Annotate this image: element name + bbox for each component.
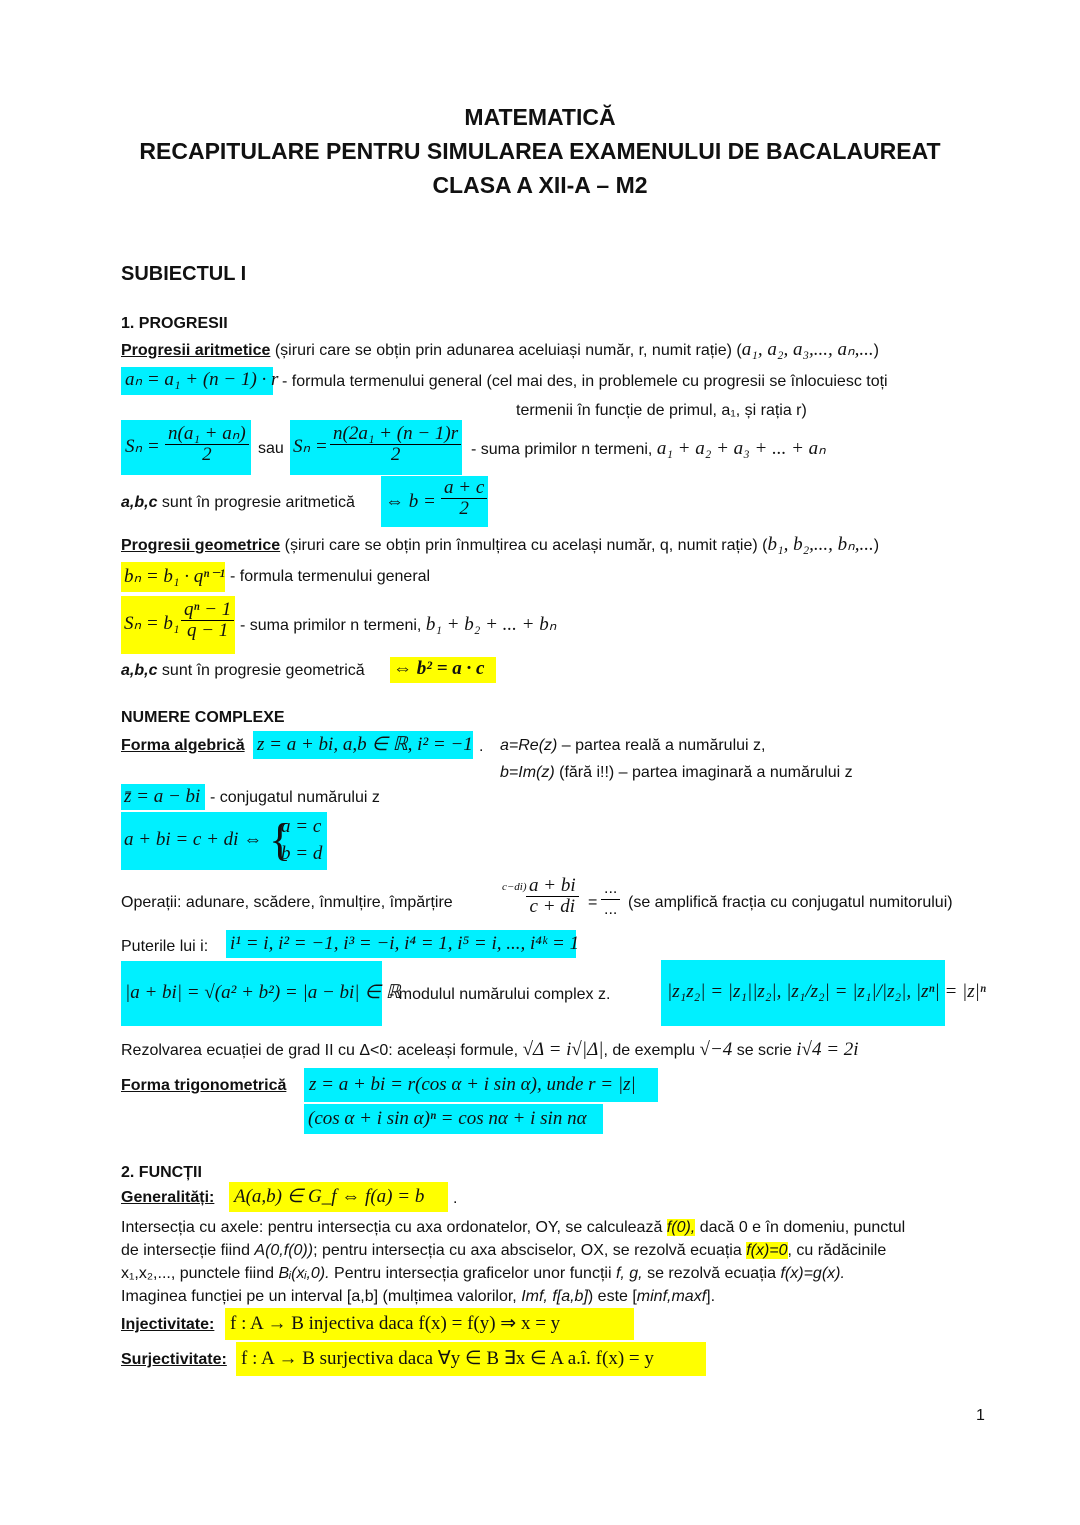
sn1-box	[121, 420, 251, 475]
ops-fraction	[526, 876, 579, 917]
gsn-desc-text: - suma primilor n termeni,	[240, 617, 422, 634]
powers-box	[226, 930, 580, 958]
title-line-1: MATEMATICĂ	[464, 104, 616, 130]
gsn-box	[121, 596, 235, 654]
eq2-text3: se scrie	[732, 1042, 797, 1059]
p2e: , cu rădăcinile	[787, 1242, 887, 1259]
ops-eq: =	[588, 894, 598, 911]
eq-bot: b = d	[281, 843, 323, 864]
eq-brace: {	[269, 814, 292, 865]
inj-title: Injectivitate:	[121, 1316, 215, 1333]
p3d: f, g,	[615, 1265, 643, 1282]
eq-top: a = c	[281, 816, 322, 837]
bn-desc: - formula termenului general	[230, 568, 431, 585]
ops-desc: (se amplifică fracția cu conjugatul numitorului)	[628, 894, 953, 911]
gen-formula: A(a,b) ∈ G_f ⇔ f(a) = b	[234, 1186, 425, 1207]
heading-progresii: 1. PROGRESII	[121, 315, 228, 332]
im-line	[500, 763, 853, 783]
abc-geom-line	[121, 661, 365, 681]
geom-title: Progresii geometrice	[121, 537, 281, 554]
abc-geom-text: sunt în progresie geometrică	[157, 662, 365, 679]
abc-arit-line	[121, 493, 355, 513]
inj-formula: f : A → B injectiva daca f(x) = f(y) ⇒ x = y	[230, 1313, 561, 1334]
p2a: de intersecție fiind	[121, 1242, 255, 1259]
heading-complexe: NUMERE COMPLEXE	[121, 709, 285, 726]
sau-text: sau	[258, 440, 284, 457]
conj-formula: z̄ = a − bi	[124, 786, 201, 807]
sn2-den: 2	[390, 444, 401, 465]
eq2-formula: √Δ = i√|Δ|	[522, 1039, 604, 1060]
sn2-fraction	[330, 424, 461, 465]
p3f: f(x)=g(x).	[780, 1265, 845, 1282]
p4b: Imf, f[a,b]	[521, 1288, 588, 1305]
para-line-1	[121, 1218, 905, 1238]
an-formula-box	[121, 367, 279, 395]
surj-title: Surjectivitate:	[121, 1351, 227, 1368]
p2c: ; pentru intersecția cu axa absciselor, OX, se rezolvă ecuația	[313, 1242, 747, 1259]
trig-formula: z = a + bi = r(cos α + i sin α), unde r = |z|	[309, 1074, 636, 1095]
p4d: minf,maxf	[636, 1288, 707, 1305]
p2d: f(x)=0	[746, 1242, 788, 1259]
title-line-2: RECAPITULARE PENTRU SIMULAREA EXAMENULUI DE BACALAUREAT	[139, 138, 941, 164]
abc-geom-formula: ⇔ b² = a · c	[393, 658, 485, 679]
powers-label: Puterile lui i:	[121, 938, 209, 955]
eq2-ex1: √−4	[699, 1039, 733, 1060]
geom-line	[121, 535, 879, 556]
sn2-num: n(2a₁ + (n − 1)r	[330, 424, 461, 445]
gsn-sum: b₁ + b₂ + ... + bₙ	[425, 614, 557, 635]
inj-box	[225, 1308, 634, 1340]
surj-box	[236, 1342, 706, 1376]
ops-amp: c−di)	[502, 881, 527, 893]
abc-arit-fraction	[441, 478, 487, 519]
sn1-num: n(a₁ + aₙ)	[165, 424, 249, 445]
ops-num: a + bi	[526, 876, 579, 897]
ops-den: c + di	[529, 896, 576, 917]
an-formula: aₙ = a₁ + (n − 1) · r	[125, 369, 279, 390]
ops-fraction-wrap	[500, 876, 579, 917]
sn1-fraction	[165, 424, 249, 465]
page-number: 1	[976, 1407, 985, 1424]
geom-close: )	[873, 537, 880, 554]
eq-box	[121, 812, 327, 870]
abc-arit-box	[381, 476, 488, 527]
an-desc-2: termenii în funcție de primul, a₁, și rația r)	[516, 402, 807, 419]
sn1-den: 2	[202, 444, 212, 465]
an-desc: - formula termenului general (cel mai des, in problemele cu progresii se înlocuiesc toți	[282, 373, 888, 390]
re-label: a=Re(z)	[500, 737, 558, 754]
arit-title: Progresii aritmetice	[121, 342, 271, 359]
para-line-2	[121, 1241, 886, 1261]
moivre-formula: (cos α + i sin α)ⁿ = cos nα + i sin nα	[308, 1108, 587, 1129]
trig-title: Forma trigonometrică	[121, 1077, 287, 1094]
arit-close: )	[873, 342, 879, 359]
gsn-den: q − 1	[186, 620, 229, 641]
para-line-4	[121, 1287, 715, 1307]
sn1-lhs: Sₙ =	[125, 436, 160, 457]
im-label: b=Im(z)	[500, 764, 555, 781]
p3a: x₁,x₂,..., punctele fiind	[121, 1265, 279, 1282]
p2b: A(0,f(0))	[254, 1242, 314, 1259]
abc-arit-label: a,b,c	[121, 494, 158, 511]
gsn-num: qⁿ − 1	[181, 600, 234, 621]
bn-formula-box	[121, 562, 225, 592]
arit-desc: (șiruri care se obțin prin adunarea aceluiași număr, r, numit rație) (	[270, 342, 742, 359]
abc-arit-num: a + c	[441, 478, 487, 499]
eq-lhs: a + bi = c + di ⇔	[124, 829, 263, 850]
ops-dots-fraction	[601, 879, 620, 920]
p3b: Bᵢ(xᵢ,0).	[278, 1265, 330, 1282]
sn-sum: a₁ + a₂ + a₃ + ... + aₙ	[656, 438, 826, 459]
gsn-desc	[240, 615, 556, 636]
conj-box	[121, 784, 205, 810]
eq2-ex2: i√4 = 2i	[796, 1039, 859, 1060]
bn-formula: bₙ = b₁ · qⁿ⁻¹	[124, 566, 225, 587]
p1c: dacă 0 e în domeniu, punctul	[695, 1219, 906, 1236]
mod-formula: |a + bi| = √(a² + b²) = |a − bi| ∈ ℝ	[125, 982, 401, 1003]
sn2-box	[290, 420, 462, 475]
moivre-box	[304, 1104, 603, 1134]
arit-seq: a₁, a₂, a₃,..., aₙ,...	[741, 339, 874, 360]
trig-box	[304, 1068, 658, 1102]
im-text: (fără i!!) – partea imaginară a numărului z	[554, 764, 853, 781]
geom-seq: b₁, b₂,..., bₙ,...	[767, 534, 874, 555]
para-line-3	[121, 1264, 845, 1284]
p1a: Intersecția cu axele: pentru intersecția cu axa ordonatelor, OY, se calculează	[121, 1219, 667, 1236]
arit-line	[121, 340, 879, 361]
mod-box	[121, 961, 401, 1026]
gen-box	[229, 1182, 448, 1212]
sn2-lhs: Sₙ =	[293, 436, 328, 457]
p3c: Pentru intersecția graficelor unor funcții	[329, 1265, 616, 1282]
eq2-text2: , de exemplu	[603, 1042, 696, 1059]
gen-dot: .	[453, 1190, 458, 1207]
re-text: – partea reală a numărului z,	[557, 737, 766, 754]
geom-desc: (șiruri care se obțin prin înmulțirea cu același număr, q, numit rație) (	[280, 537, 768, 554]
ops-dots-den: ...	[604, 901, 618, 918]
eq2-text: Rezolvarea ecuației de grad II cu Δ<0: aceleași formule,	[121, 1042, 519, 1059]
abc-arit-text: sunt în progresie aritmetică	[157, 494, 355, 511]
sn-desc-text: - suma primilor n termeni,	[471, 441, 653, 458]
abc-arit-den: 2	[459, 498, 469, 519]
p4a: Imaginea funcției pe un interval [a,b] (mulțimea valorilor,	[121, 1288, 522, 1305]
p4c: ) este [	[587, 1288, 637, 1305]
gsn-lhs: Sₙ = b₁	[124, 613, 180, 634]
gsn-fraction	[181, 600, 234, 641]
alg-formula: z = a + bi, a,b ∈ ℝ, i² = −1	[257, 734, 473, 755]
surj-formula: f : A → B surjectiva daca ∀y ∈ B ∃x ∈ A a.î. f(x) = y	[241, 1348, 654, 1369]
eq2-line	[121, 1040, 859, 1061]
ops-dots-num: ...	[601, 879, 620, 900]
alg-dot: .	[479, 738, 484, 755]
abc-geom-box	[390, 657, 496, 683]
p1b: f(0),	[666, 1219, 696, 1236]
sn-desc	[471, 439, 826, 460]
p3e: se rezolvă ecuația	[642, 1265, 781, 1282]
powers-formula: i¹ = i, i² = −1, i³ = −i, i⁴ = 1, i⁵ = i, ..., i⁴ᵏ = 1	[230, 933, 580, 954]
gen-title: Generalități:	[121, 1189, 215, 1206]
alg-formula-box	[253, 731, 473, 759]
p4e: ].	[706, 1288, 716, 1305]
re-line	[500, 736, 765, 756]
mod-text: - modulul numărului complex z.	[389, 986, 611, 1003]
heading-functii: 2. FUNCȚII	[121, 1164, 202, 1181]
abc-arit-lhs: ⇔ b =	[385, 491, 436, 512]
alg-title: Forma algebrică	[121, 737, 245, 754]
section-subiect: SUBIECTUL I	[121, 263, 247, 285]
mod-props-box	[661, 960, 986, 1026]
title-line-3: CLASA A XII-A – M2	[432, 172, 648, 198]
abc-geom-label: a,b,c	[121, 662, 158, 679]
mod-props: |z₁z₂| = |z₁||z₂|, |z₁/z₂| = |z₁|/|z₂|, |zⁿ| = |z|ⁿ	[667, 981, 986, 1002]
conj-text: - conjugatul numărului z	[210, 789, 380, 806]
ops-text: Operații: adunare, scădere, înmulțire, împărțire	[121, 894, 453, 911]
